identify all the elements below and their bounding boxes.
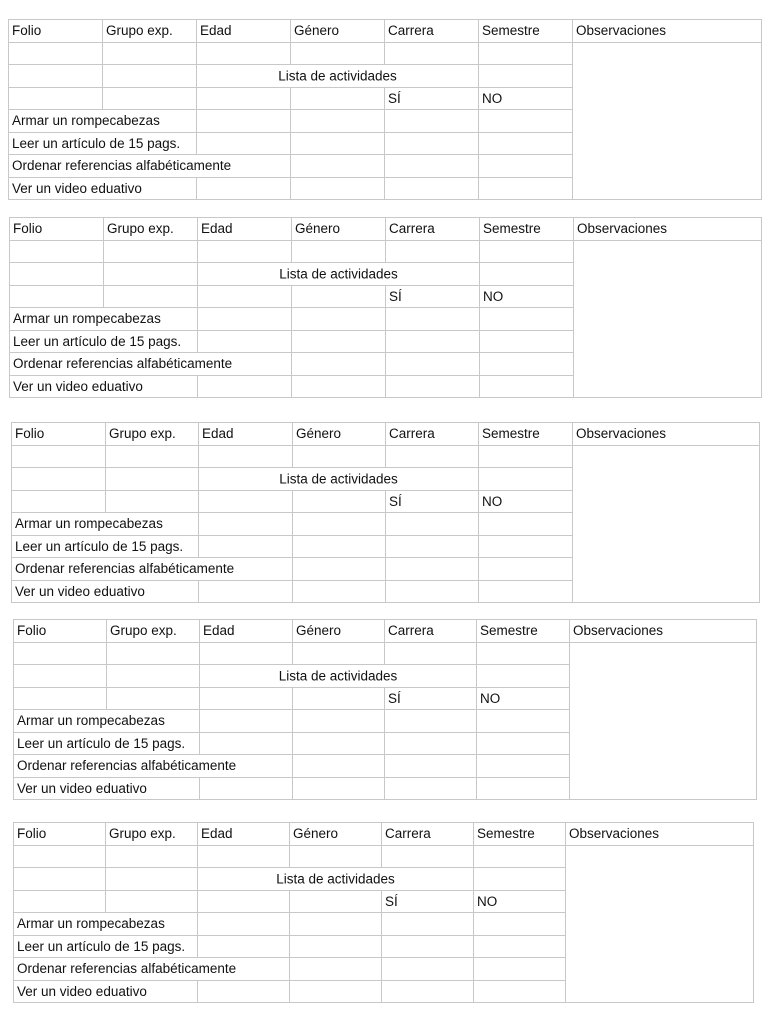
observaciones-cell[interactable] [573, 42, 762, 200]
activity-label: Leer un artículo de 15 pags. [9, 132, 197, 155]
header-grupo: Grupo exp. [106, 823, 198, 846]
no-cell[interactable] [474, 913, 566, 936]
si-label: SÍ [386, 285, 480, 308]
cell[interactable] [197, 132, 291, 155]
activity-label: Ver un video eduativo [12, 580, 199, 603]
cell[interactable] [385, 642, 477, 665]
cell[interactable] [104, 240, 198, 263]
cell[interactable] [293, 513, 386, 536]
activity-label: Ver un video eduativo [10, 375, 198, 398]
cell[interactable] [10, 240, 104, 263]
activity-label: Armar un rompecabezas [14, 913, 198, 936]
cell[interactable] [14, 687, 107, 710]
cell[interactable] [480, 240, 574, 263]
header-genero: Género [293, 620, 385, 643]
cell[interactable] [290, 980, 382, 1003]
cell[interactable] [103, 65, 197, 88]
cell[interactable] [9, 42, 103, 65]
cell[interactable] [293, 580, 386, 603]
cell[interactable] [480, 263, 574, 286]
cell[interactable] [291, 155, 385, 178]
si-label: SÍ [386, 490, 479, 513]
cell[interactable] [106, 890, 198, 913]
header-folio: Folio [14, 620, 107, 643]
header-edad: Edad [198, 823, 290, 846]
si-cell[interactable] [385, 132, 479, 155]
no-cell[interactable] [479, 132, 573, 155]
cell[interactable] [104, 285, 198, 308]
header-edad: Edad [199, 423, 293, 446]
header-semestre: Semestre [479, 20, 573, 43]
blank-row [10, 240, 762, 263]
cell[interactable] [106, 468, 199, 491]
header-observaciones: Observaciones [573, 20, 762, 43]
si-cell[interactable] [386, 535, 479, 558]
no-cell[interactable] [477, 777, 570, 800]
header-carrera: Carrera [385, 620, 477, 643]
cell[interactable] [293, 687, 385, 710]
blank-row [12, 445, 760, 468]
cell[interactable] [199, 513, 293, 536]
header-folio: Folio [12, 423, 106, 446]
cell[interactable] [198, 935, 290, 958]
cell[interactable] [290, 935, 382, 958]
activity-label: Armar un rompecabezas [12, 513, 199, 536]
header-row [10, 218, 762, 241]
cell[interactable] [198, 890, 290, 913]
survey-table [8, 19, 762, 200]
cell[interactable] [382, 845, 474, 868]
header-folio: Folio [10, 218, 104, 241]
cell[interactable] [291, 132, 385, 155]
cell[interactable] [198, 240, 292, 263]
cell[interactable] [200, 642, 293, 665]
cell[interactable] [292, 240, 386, 263]
header-carrera: Carrera [386, 218, 480, 241]
cell[interactable] [479, 65, 573, 88]
cell[interactable] [199, 535, 293, 558]
blank-row [9, 42, 762, 65]
cell[interactable] [200, 777, 293, 800]
cell[interactable] [197, 42, 291, 65]
cell[interactable] [107, 687, 200, 710]
header-grupo: Grupo exp. [104, 218, 198, 241]
activity-label: Leer un artículo de 15 pags. [14, 935, 198, 958]
cell[interactable] [103, 87, 197, 110]
header-row [9, 20, 762, 43]
cell[interactable] [198, 913, 290, 936]
cell[interactable] [386, 240, 480, 263]
header-genero: Género [292, 218, 386, 241]
cell[interactable] [293, 490, 386, 513]
header-grupo: Grupo exp. [106, 423, 199, 446]
no-cell[interactable] [477, 732, 570, 755]
cell[interactable] [198, 375, 292, 398]
activity-label: Armar un rompecabezas [9, 110, 197, 133]
cell[interactable] [291, 110, 385, 133]
no-label: NO [479, 490, 573, 513]
no-cell[interactable] [479, 535, 573, 558]
header-semestre: Semestre [474, 823, 566, 846]
survey-table [13, 619, 757, 800]
cell[interactable] [14, 845, 106, 868]
cell[interactable] [198, 845, 290, 868]
header-genero: Género [293, 423, 386, 446]
cell[interactable] [106, 845, 198, 868]
cell[interactable] [198, 285, 292, 308]
header-observaciones: Observaciones [573, 423, 760, 446]
activity-label: Leer un artículo de 15 pags. [14, 732, 200, 755]
cell[interactable] [292, 308, 386, 331]
no-cell[interactable] [479, 110, 573, 133]
activity-label: Ver un video eduativo [9, 177, 197, 200]
si-cell[interactable] [386, 580, 479, 603]
si-cell[interactable] [385, 777, 477, 800]
header-observaciones: Observaciones [566, 823, 754, 846]
cell[interactable] [474, 868, 566, 891]
cell[interactable] [197, 87, 291, 110]
cell[interactable] [199, 445, 293, 468]
no-cell[interactable] [474, 935, 566, 958]
no-cell[interactable] [477, 755, 570, 778]
activity-label: Ordenar referencias alfabéticamente [14, 755, 293, 778]
cell[interactable] [477, 665, 570, 688]
cell[interactable] [292, 330, 386, 353]
header-edad: Edad [198, 218, 292, 241]
header-folio: Folio [14, 823, 106, 846]
activity-label: Armar un rompecabezas [14, 710, 200, 733]
header-carrera: Carrera [382, 823, 474, 846]
cell[interactable] [10, 263, 104, 286]
si-label: SÍ [382, 890, 474, 913]
blank-row [14, 845, 754, 868]
cell[interactable] [103, 42, 197, 65]
cell[interactable] [290, 913, 382, 936]
survey-table [11, 422, 760, 603]
cell[interactable] [106, 445, 199, 468]
header-semestre: Semestre [477, 620, 570, 643]
no-cell[interactable] [480, 308, 574, 331]
cell[interactable] [479, 445, 573, 468]
activity-label: Leer un artículo de 15 pags. [10, 330, 198, 353]
no-label: NO [474, 890, 566, 913]
observaciones-cell[interactable] [566, 845, 754, 1003]
cell[interactable] [106, 490, 199, 513]
si-cell[interactable] [385, 755, 477, 778]
no-cell[interactable] [474, 980, 566, 1003]
si-cell[interactable] [386, 353, 480, 376]
cell[interactable] [200, 687, 293, 710]
no-label: NO [480, 285, 574, 308]
header-carrera: Carrera [386, 423, 479, 446]
lista-de-actividades-label: Lista de actividades [199, 468, 479, 491]
cell[interactable] [293, 732, 385, 755]
cell[interactable] [386, 445, 479, 468]
cell[interactable] [293, 710, 385, 733]
cell[interactable] [200, 732, 293, 755]
cell[interactable] [14, 890, 106, 913]
no-cell[interactable] [480, 375, 574, 398]
cell[interactable] [199, 490, 293, 513]
cell[interactable] [12, 490, 106, 513]
lista-de-actividades-label: Lista de actividades [200, 665, 477, 688]
no-cell[interactable] [479, 580, 573, 603]
activity-label: Armar un rompecabezas [10, 308, 198, 331]
header-genero: Género [290, 823, 382, 846]
cell[interactable] [290, 845, 382, 868]
activity-label: Leer un artículo de 15 pags. [12, 535, 199, 558]
no-cell[interactable] [479, 155, 573, 178]
cell[interactable] [10, 285, 104, 308]
no-cell[interactable] [479, 558, 573, 581]
si-label: SÍ [385, 87, 479, 110]
cell[interactable] [293, 535, 386, 558]
cell[interactable] [197, 110, 291, 133]
si-cell[interactable] [385, 732, 477, 755]
header-row [14, 823, 754, 846]
header-carrera: Carrera [385, 20, 479, 43]
cell[interactable] [291, 87, 385, 110]
header-observaciones: Observaciones [574, 218, 762, 241]
cell[interactable] [385, 42, 479, 65]
cell[interactable] [290, 958, 382, 981]
activity-label: Ver un video eduativo [14, 777, 200, 800]
lista-de-actividades-label: Lista de actividades [197, 65, 479, 88]
header-row [14, 620, 757, 643]
no-cell[interactable] [480, 353, 574, 376]
cell[interactable] [293, 777, 385, 800]
si-cell[interactable] [382, 958, 474, 981]
cell[interactable] [292, 353, 386, 376]
cell[interactable] [293, 642, 385, 665]
cell[interactable] [14, 868, 106, 891]
survey-table [9, 217, 762, 398]
si-cell[interactable] [385, 155, 479, 178]
no-cell[interactable] [479, 513, 573, 536]
cell[interactable] [293, 558, 386, 581]
si-cell[interactable] [386, 375, 480, 398]
header-grupo: Grupo exp. [107, 620, 200, 643]
header-grupo: Grupo exp. [103, 20, 197, 43]
header-semestre: Semestre [479, 423, 573, 446]
cell[interactable] [198, 330, 292, 353]
si-cell[interactable] [382, 935, 474, 958]
blank-row [14, 642, 757, 665]
no-label: NO [477, 687, 570, 710]
cell[interactable] [479, 42, 573, 65]
cell[interactable] [198, 980, 290, 1003]
cell[interactable] [14, 665, 107, 688]
cell[interactable] [9, 87, 103, 110]
cell[interactable] [12, 445, 106, 468]
lista-de-actividades-label: Lista de actividades [198, 263, 480, 286]
cell[interactable] [198, 308, 292, 331]
cell[interactable] [291, 177, 385, 200]
activity-label: Ordenar referencias alfabéticamente [9, 155, 291, 178]
si-cell[interactable] [382, 980, 474, 1003]
si-cell[interactable] [386, 308, 480, 331]
activity-label: Ordenar referencias alfabéticamente [14, 958, 290, 981]
no-cell[interactable] [477, 710, 570, 733]
si-cell[interactable] [385, 710, 477, 733]
activity-label: Ordenar referencias alfabéticamente [12, 558, 293, 581]
no-cell[interactable] [480, 330, 574, 353]
header-folio: Folio [9, 20, 103, 43]
observaciones-cell[interactable] [574, 240, 762, 398]
cell[interactable] [477, 642, 570, 665]
cell[interactable] [104, 263, 198, 286]
lista-de-actividades-label: Lista de actividades [198, 868, 474, 891]
observaciones-cell[interactable] [570, 642, 757, 800]
no-cell[interactable] [479, 177, 573, 200]
cell[interactable] [292, 285, 386, 308]
cell[interactable] [107, 665, 200, 688]
cell[interactable] [293, 755, 385, 778]
activity-label: Ver un video eduativo [14, 980, 198, 1003]
si-cell[interactable] [386, 330, 480, 353]
cell[interactable] [290, 890, 382, 913]
observaciones-cell[interactable] [573, 445, 760, 603]
cell[interactable] [291, 42, 385, 65]
cell[interactable] [293, 445, 386, 468]
cell[interactable] [9, 65, 103, 88]
cell[interactable] [474, 845, 566, 868]
cell[interactable] [12, 468, 106, 491]
si-cell[interactable] [386, 558, 479, 581]
si-cell[interactable] [385, 177, 479, 200]
header-edad: Edad [197, 20, 291, 43]
si-cell[interactable] [382, 913, 474, 936]
si-cell[interactable] [385, 110, 479, 133]
cell[interactable] [107, 642, 200, 665]
si-label: SÍ [385, 687, 477, 710]
header-semestre: Semestre [480, 218, 574, 241]
cell[interactable] [479, 468, 573, 491]
cell[interactable] [200, 710, 293, 733]
header-genero: Género [291, 20, 385, 43]
no-label: NO [479, 87, 573, 110]
cell[interactable] [197, 177, 291, 200]
cell[interactable] [199, 580, 293, 603]
no-cell[interactable] [474, 958, 566, 981]
header-edad: Edad [200, 620, 293, 643]
si-cell[interactable] [386, 513, 479, 536]
header-row [12, 423, 760, 446]
survey-table [13, 822, 754, 1003]
activity-label: Ordenar referencias alfabéticamente [10, 353, 292, 376]
cell[interactable] [292, 375, 386, 398]
cell[interactable] [106, 868, 198, 891]
header-observaciones: Observaciones [570, 620, 757, 643]
cell[interactable] [14, 642, 107, 665]
